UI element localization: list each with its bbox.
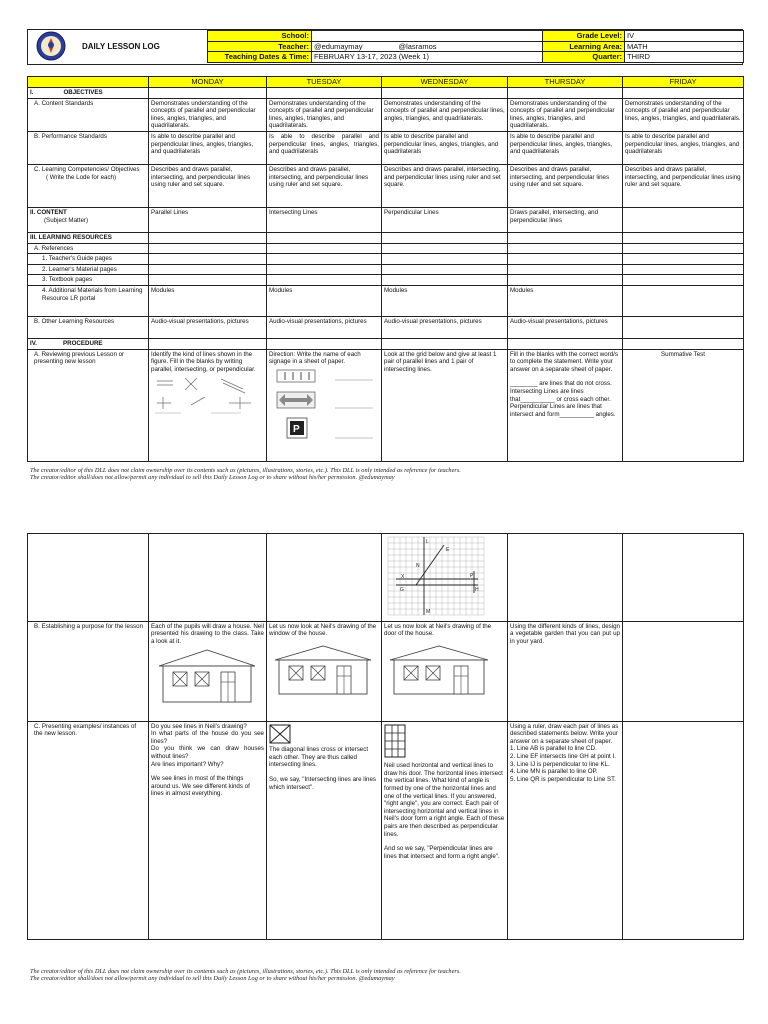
performance-tue: Is able to describe parallel and perpendicular lines, angles, triangles, and quadrilaterals — [267, 131, 382, 164]
purpose-tue-text: Let us now look at Neil's drawing of the window of the house. — [269, 622, 377, 638]
examples-mon-p: We see lines in most of the things around us. We see different kinds of lines in almost everything. — [151, 775, 250, 798]
content-mon: Parallel Lines — [149, 207, 267, 232]
grid-label-E: E — [446, 547, 450, 553]
performance-mon: Is able to describe parallel and perpendicular lines, angles, triangles, and quadrilaterals — [149, 131, 267, 164]
day-wednesday: WEDNESDAY — [382, 77, 508, 88]
review-label: A. Reviewing previous Lesson or presenting new lesson — [28, 349, 149, 461]
grade-label: Grade Level: — [543, 31, 625, 42]
competencies-sub: ( Write the Lode for each) — [46, 173, 117, 181]
lm-label: 2. Learner's Material pages — [28, 264, 149, 275]
day-thursday: THURSDAY — [508, 77, 623, 88]
examples-thu-5: 5. Line QR is perpendicular to Line ST. — [510, 775, 616, 783]
competencies-label — [28, 164, 149, 207]
grid-label-L: L — [426, 539, 429, 545]
review-fri: Summative Test — [623, 349, 744, 461]
grid-lines-illustration — [386, 535, 486, 617]
competencies-mon: Describes and draws parallel, intersecting, and perpendicular lines using ruler and set square. — [149, 164, 267, 207]
disclaimer-3: The creator/editor of this DLL does not claim ownership over its contents such as (pictures, illustrations, stories, etc.). This DLL is only intended as reference for teachers. — [30, 968, 461, 975]
review-mon — [149, 349, 267, 461]
content-label — [28, 207, 149, 232]
content-wed: Perpendicular Lines — [382, 207, 508, 232]
grade-value: IV — [625, 31, 744, 42]
content-thu: Draws parallel, intersecting, and perpendicular lines — [508, 207, 623, 232]
house-drawing-tue — [269, 644, 377, 696]
review-thu-statements: ________ are lines that do not cross. Intersecting Lines are lines that__________ or cross each other. Perpendicular Lines are lines that intersect and form__________ angles. — [510, 380, 616, 418]
deped-seal-icon — [36, 31, 66, 61]
additional-tue: Modules — [267, 285, 382, 316]
additional-wed: Modules — [382, 285, 508, 316]
content-standards-tue: Demonstrates understanding of the concepts of parallel and perpendicular lines, angles, triangles, and quadrilaterals. — [267, 98, 382, 131]
house-drawing-wed — [384, 644, 494, 696]
grid-label-P: P — [470, 573, 474, 579]
review-wed: Look at the grid below and give at least 1 pair of parallel lines and 1 pair of intersecting lines. — [382, 349, 508, 461]
procedure-heading — [28, 338, 149, 349]
grid-label-N: N — [416, 563, 420, 569]
additional-label: 4. Additional Materials from Learning Resource LR portal — [28, 285, 149, 316]
review-tue — [267, 349, 382, 461]
other-thu: Audio-visual presentations, pictures — [508, 316, 623, 338]
disclaimer-4: The creator/editor shall/does not allow/permit any individual to sell this Daily Lesson Log or to share without his/her permission. @edumaymay — [30, 975, 395, 983]
examples-thu-2: 2. Line EF intersects line GH at point I. — [510, 752, 616, 760]
examples-mon-q3: Do you think we can draw houses without lines? — [151, 745, 264, 760]
door-grid-illustration — [384, 724, 406, 758]
purpose-wed-text: Let us now look at Neil's drawing of the door of the house. — [384, 622, 492, 638]
examples-mon-q4: Are lines important? Why? — [151, 760, 224, 768]
examples-wed — [382, 721, 508, 939]
objectives-heading — [28, 88, 149, 99]
day-monday: MONDAY — [149, 77, 267, 88]
other-mon: Audio-visual presentations, pictures — [149, 316, 267, 338]
other-wed: Audio-visual presentations, pictures — [382, 316, 508, 338]
content-standards-fri: Demonstrates understanding of the concepts of parallel and perpendicular lines, angles, triangles, and quadrilaterals. — [623, 98, 744, 131]
svg-text:P: P — [293, 423, 300, 435]
examples-tue-p1: The diagonal lines cross or intersect each other. They are thus called intersecting lines. — [269, 746, 369, 769]
quarter-label: Quarter: — [543, 52, 625, 63]
additional-mon: Modules — [149, 285, 267, 316]
grid-label-H: H — [475, 587, 479, 593]
grid-label-G: G — [400, 587, 404, 593]
dates-label: Teaching Dates & Time: — [208, 52, 312, 63]
teacher-value — [312, 41, 543, 52]
purpose-tue — [267, 621, 382, 721]
line-figures-illustration — [151, 375, 261, 415]
examples-thu-4: 4. Line MN is parallel to line OP. — [510, 768, 598, 776]
competencies-title: C. Learning Competencies/ Objectives — [34, 165, 140, 173]
purpose-wed — [382, 621, 508, 721]
area-value: MATH — [625, 41, 744, 52]
window-cross-illustration — [269, 724, 291, 744]
performance-fri: Is able to describe parallel and perpendicular lines, angles, triangles, and quadrilaterals — [623, 131, 744, 164]
area-label: Learning Area: — [543, 41, 625, 52]
examples-wed-p1: Neil used horizontal and vertical lines to draw his door. The horizontal lines intersect the vertical lines. What kind of angle is formed by one of the horizontal lines and one of the vertical lines. If you answered, "right angle", you are correct. Each pair of intersecting horizontal and vertical lines in Neil's door form a right angle. Each of these pairs are then described as perpendicular lines. — [384, 762, 505, 838]
header-table — [207, 30, 744, 63]
grid-label-X: X — [401, 574, 405, 580]
examples-mon-q1: Do you see lines in Neil's drawing? — [151, 722, 247, 730]
other-label: B. Other Learning Resources — [28, 316, 149, 338]
purpose-thu: Using the different kinds of lines, design a vegetable garden that you can put up in your yard. — [508, 621, 623, 721]
examples-thu-intro: Using a ruler, draw each pair of lines as described statements below. Write your answer on a separate sheet of paper. — [510, 722, 619, 745]
resources-heading: III. LEARNING RESOURCES — [28, 232, 149, 243]
examples-mon — [149, 721, 267, 939]
objectives-text: OBJECTIVES — [63, 89, 103, 96]
additional-thu: Modules — [508, 285, 623, 316]
content-standards-thu: Demonstrates understanding of the concepts of parallel and perpendicular lines, angles, triangles, and quadrilaterals. — [508, 98, 623, 131]
corner-cell — [28, 77, 149, 88]
purpose-mon-text: Each of the pupils will draw a house. Neil presented his drawing to the class. Take a look at it. — [151, 622, 264, 645]
quarter-value: THIRD — [625, 52, 744, 63]
teacher-name-2: @lasramos — [398, 41, 437, 51]
examples-tue — [267, 721, 382, 939]
teacher-name-1: @edumaymay — [314, 41, 363, 51]
disclaimer-page1 — [30, 467, 740, 482]
review-mon-text: Identify the kind of lines shown in the figure. Fill in the blanks by writing parallel, intersecting, or perpendicular. — [151, 350, 256, 373]
content-title: II. CONTENT — [30, 208, 67, 216]
examples-thu — [508, 721, 623, 939]
purpose-mon — [149, 621, 267, 721]
purpose-label: B. Establishing a purpose for the lesson — [28, 621, 149, 721]
tb-label: 3. Textbook pages — [28, 275, 149, 286]
references-label: A. References — [28, 243, 149, 254]
performance-thu: Is able to describe parallel and perpendicular lines, angles, triangles, and quadrilaterals — [508, 131, 623, 164]
competencies-fri: Describes and draws parallel, intersecting, and perpendicular lines using ruler and set square. — [623, 164, 744, 207]
performance-wed: Is able to describe parallel and perpendicular lines, angles, triangles, and quadrilaterals — [382, 131, 508, 164]
grid-cell — [382, 534, 508, 622]
disclaimer-2: The creator/editor shall/does not allow/permit any individual to sell this Daily Lesson Log or to share without his/her permission. @edumaymay — [30, 474, 395, 482]
content-sub: (Subject Matter) — [44, 216, 89, 224]
review-thu-instructions: Fill in the blanks with the correct word/s to complete the statement. Write your answer on a separate sheet of paper. — [510, 350, 618, 373]
objectives-num: I. — [30, 89, 34, 96]
school-label: School: — [208, 31, 312, 42]
grid-label-M: M — [426, 609, 431, 615]
competencies-thu: Describes and draws parallel, intersecting, and perpendicular lines using ruler and set square. — [508, 164, 623, 207]
disclaimer-page2 — [30, 968, 740, 983]
other-tue: Audio-visual presentations, pictures — [267, 316, 382, 338]
house-drawing-mon — [151, 648, 261, 704]
school-value — [312, 31, 543, 42]
examples-tue-p2: So, we say, "Intersecting lines are lines which intersect". — [269, 775, 376, 791]
lesson-table-page2 — [27, 533, 744, 940]
review-thu — [508, 349, 623, 461]
review-tue-text: Direction: Write the name of each signage in a sheet of paper. — [269, 350, 361, 366]
disclaimer-1: The creator/editor of this DLL does not claim ownership over its contents such as (pictures, illustrations, stories, etc.). This DLL is only intended as reference for teachers. — [30, 467, 461, 474]
page-title: DAILY LESSON LOG — [82, 42, 160, 51]
content-standards-label: A. Content Standards — [28, 98, 149, 131]
procedure-num: IV. — [30, 339, 37, 347]
content-standards-mon: Demonstrates understanding of the concepts of parallel and perpendicular lines, angles, triangles, and quadrilaterals. — [149, 98, 267, 131]
teacher-label: Teacher: — [208, 41, 312, 52]
dates-value: FEBRUARY 13-17, 2023 (Week 1) — [312, 52, 543, 63]
competencies-tue: Describes and draws parallel, intersecting, and perpendicular lines using ruler and set square. — [267, 164, 382, 207]
procedure-text: PROCEDURE — [63, 339, 103, 347]
competencies-wed: Describes and draws parallel, intersecting, and perpendicular lines using ruler and set square. — [382, 164, 508, 207]
content-tue: Intersecting Lines — [267, 207, 382, 232]
lesson-table-page1 — [27, 76, 744, 462]
performance-standards-label: B. Performance Standards — [28, 131, 149, 164]
examples-thu-3: 3. Line IJ is perpendicular to line KL. — [510, 760, 610, 768]
examples-label: C. Presenting examples/ instances of the new lesson. — [28, 721, 149, 939]
examples-wed-p2: And so we say, "Perpendicular lines are lines that intersect and form a right angle". — [384, 845, 500, 860]
day-tuesday: TUESDAY — [267, 77, 382, 88]
tg-label: 1. Teacher's Guide pages — [28, 254, 149, 265]
examples-thu-1: 1. Line AB is parallel to line CD. — [510, 745, 597, 753]
content-standards-wed: Demonstrates understanding of the concepts of parallel and perpendicular lines, angles, triangles, and quadrilaterals. — [382, 98, 508, 131]
examples-mon-q2: In what parts of the house do you see lines? — [151, 730, 264, 745]
day-friday: FRIDAY — [623, 77, 744, 88]
signage-illustration — [269, 368, 379, 444]
